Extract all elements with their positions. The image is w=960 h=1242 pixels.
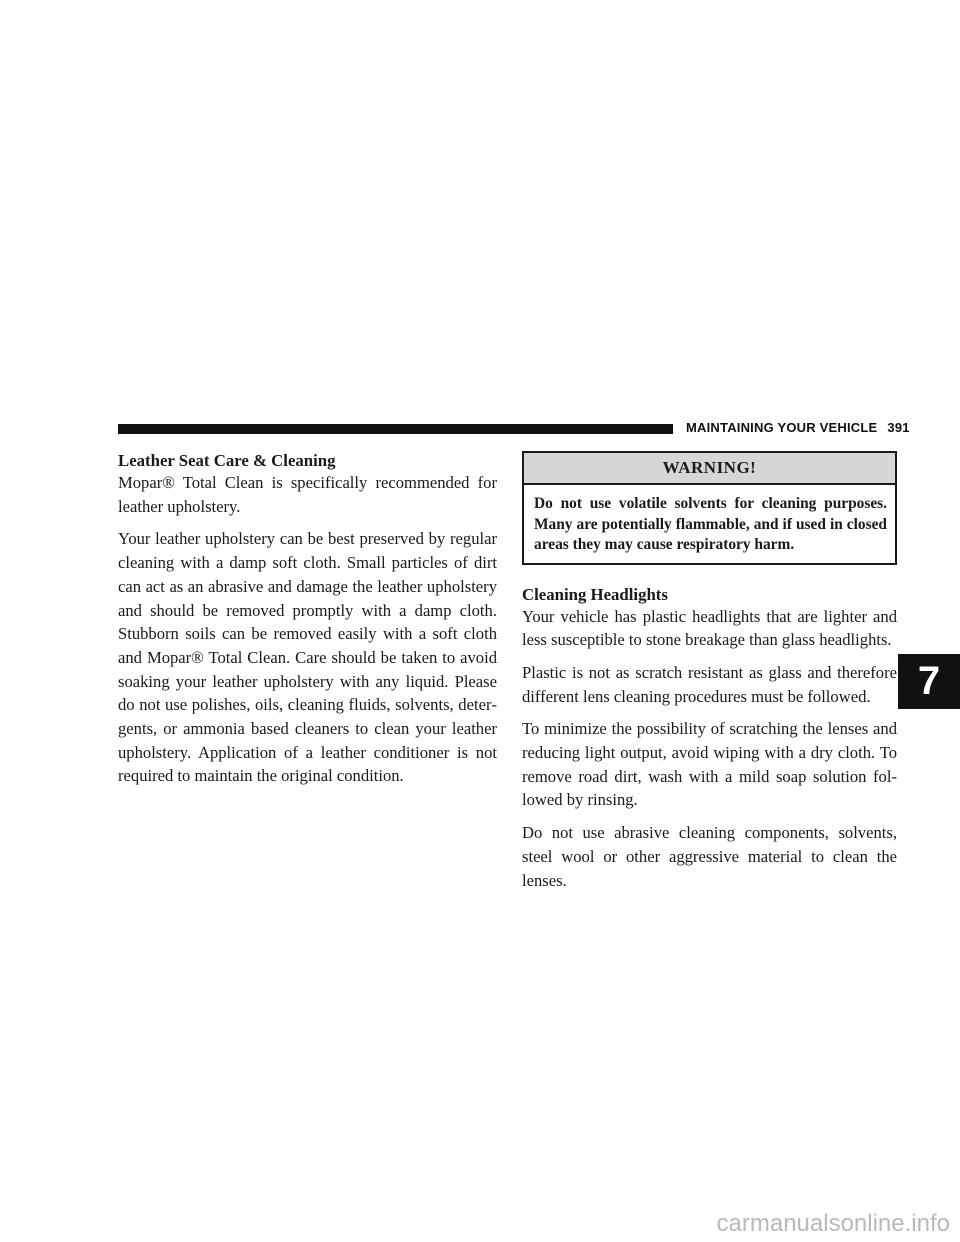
- chapter-tab: 7: [898, 654, 960, 709]
- headlights-paragraph-4: Do not use abrasive cleaning components, solvents, steel wool or other aggressive material to clean the lenses.: [522, 823, 897, 890]
- header-rule: [118, 424, 673, 434]
- watermark: carmanualsonline.info: [716, 1210, 950, 1237]
- leather-section-heading: Leather Seat Care & Cleaning: [118, 451, 336, 470]
- warning-title: WARNING!: [524, 453, 895, 485]
- left-column: [118, 451, 497, 788]
- warning-box: [522, 451, 897, 565]
- right-column: [522, 451, 897, 892]
- leather-paragraph-2: Your leather upholstery can be best preserved by regular cleaning with a damp soft cloth. Small particles of dirt can act as an abrasive and damage the leather upholstery and should be removed promptly with a damp cloth. Stubborn soils can be removed easily with a soft cloth and Mopar® Total Clean. Care should be taken to avoid soaking your leather upholstery with any liquid. Please do not use polishes, oils, cleaning fluids, solvents, detergents, or ammonia based cleaners to clean your leather upholstery. Application of a leather conditioner is not required to maintain the original condition.: [118, 529, 497, 786]
- warning-text: Do not use volatile solvents for cleaning purposes. Many are potentially flammable, and if used in closed areas they may cause respiratory harm.: [534, 495, 887, 553]
- headlights-paragraph-1: Your vehicle has plastic headlights that are lighter and less susceptible to stone breakage than glass headlights.: [522, 606, 897, 650]
- headlights-paragraph-3: To minimize the possibility of scratching the lenses and reducing light output, avoid wiping with a dry cloth. To remove road dirt, wash with a mild soap solution followed by rinsing.: [522, 719, 897, 810]
- headlights-paragraph-2: Plastic is not as scratch resistant as glass and therefore different lens cleaning procedures must be followed.: [522, 662, 897, 706]
- running-header: [686, 420, 910, 435]
- leather-paragraph-1: Mopar® Total Clean is specifically recommended for leather upholstery.: [118, 473, 497, 516]
- header-section-title: MAINTAINING YOUR VEHICLE: [686, 420, 878, 435]
- page-number: 391: [887, 420, 910, 435]
- headlights-section-heading: Cleaning Headlights: [522, 584, 668, 604]
